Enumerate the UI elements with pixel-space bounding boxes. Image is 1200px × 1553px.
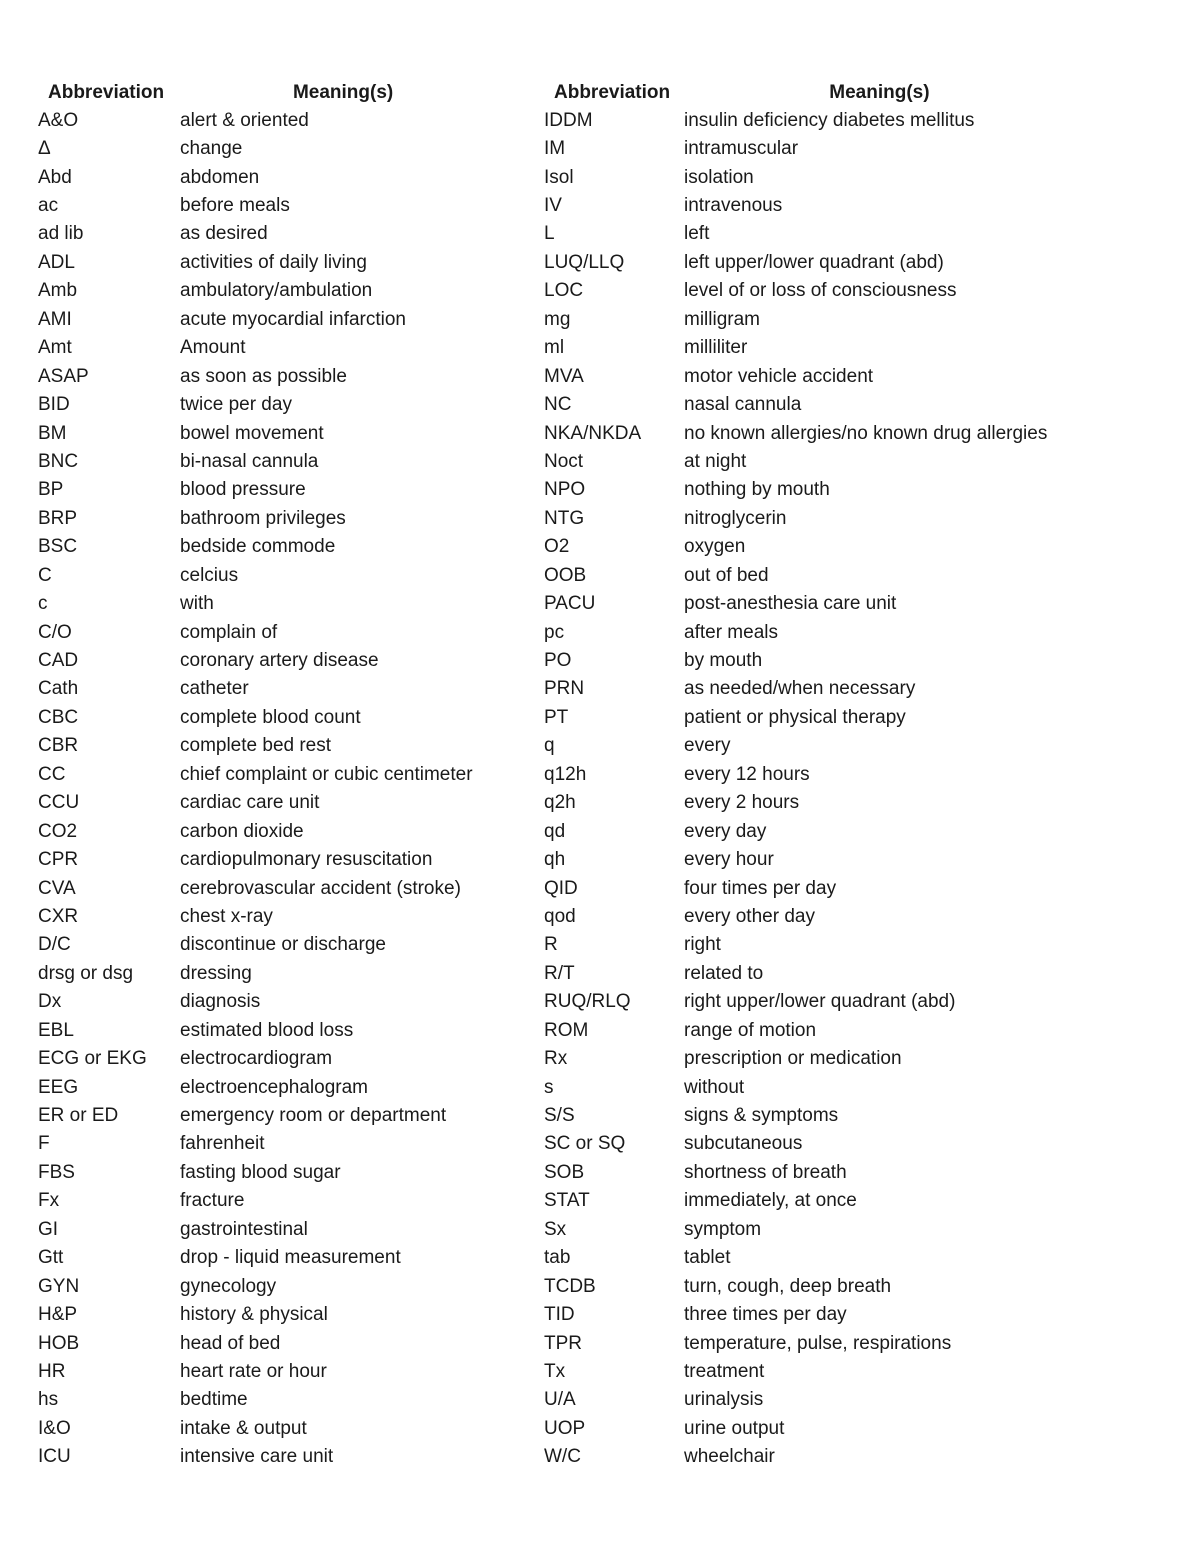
meaning-cell: gastrointestinal bbox=[180, 1218, 308, 1240]
meaning-cell: four times per day bbox=[684, 877, 837, 899]
meaning-cell: discontinue or discharge bbox=[180, 934, 386, 956]
meaning-cell: right bbox=[684, 934, 721, 956]
table-row bbox=[540, 1016, 1080, 1044]
abbreviation-cell: Noct bbox=[544, 450, 584, 472]
meaning-cell: estimated blood loss bbox=[180, 1019, 354, 1041]
abbreviation-cell: NPO bbox=[544, 479, 586, 501]
table-row bbox=[36, 675, 506, 703]
table-row bbox=[36, 248, 506, 276]
meaning-cell: abdomen bbox=[180, 166, 260, 188]
meaning-cell: complete blood count bbox=[180, 706, 361, 728]
meaning-cell: nitroglycerin bbox=[684, 507, 787, 529]
meaning-cell: fahrenheit bbox=[180, 1133, 265, 1155]
abbreviation-cell: CCU bbox=[38, 792, 80, 814]
table-row bbox=[36, 1357, 506, 1385]
abbreviation-cell: BRP bbox=[38, 507, 78, 529]
abbreviation-cell: drsg or dsg bbox=[38, 962, 134, 984]
meaning-cell: before meals bbox=[180, 195, 290, 217]
table-row bbox=[36, 845, 506, 873]
table-row bbox=[540, 789, 1080, 817]
meaning-cell: shortness of breath bbox=[684, 1161, 847, 1183]
meaning-cell: intramuscular bbox=[684, 138, 799, 160]
abbreviation-cell: ad lib bbox=[38, 223, 84, 245]
abbreviation-cell: HOB bbox=[38, 1332, 80, 1354]
meaning-cell: left upper/lower quadrant (abd) bbox=[684, 251, 944, 273]
table-row bbox=[540, 732, 1080, 760]
abbreviation-cell: S/S bbox=[544, 1105, 575, 1127]
table-row bbox=[36, 277, 506, 305]
abbreviation-cell: EBL bbox=[38, 1019, 74, 1041]
meaning-cell: with bbox=[180, 593, 214, 615]
meaning-cell: every 12 hours bbox=[684, 763, 810, 785]
table-row bbox=[540, 1044, 1080, 1072]
abbreviation-cell: C bbox=[38, 564, 52, 586]
abbreviation-cell: qod bbox=[544, 905, 576, 927]
abbreviation-cell: OOB bbox=[544, 564, 587, 586]
abbreviation-cell: Rx bbox=[544, 1048, 568, 1070]
meaning-cell: urinalysis bbox=[684, 1389, 764, 1411]
table-row bbox=[36, 1016, 506, 1044]
abbreviation-cell: O2 bbox=[544, 536, 570, 558]
table-row bbox=[540, 1158, 1080, 1186]
abbreviation-cell: SOB bbox=[544, 1161, 585, 1183]
table-row bbox=[540, 1073, 1080, 1101]
table-row bbox=[540, 390, 1080, 418]
table-row bbox=[36, 533, 506, 561]
abbreviation-cell: Δ bbox=[38, 138, 51, 160]
meaning-cell: dressing bbox=[180, 962, 252, 984]
abbreviation-cell: NTG bbox=[544, 507, 585, 529]
abbreviation-cell: c bbox=[38, 593, 48, 615]
abbreviation-cell: Amb bbox=[38, 280, 78, 302]
abbreviation-cell: CC bbox=[38, 763, 66, 785]
abbreviation-cell: CBR bbox=[38, 735, 79, 757]
meaning-cell: urine output bbox=[684, 1417, 785, 1439]
table-row bbox=[540, 362, 1080, 390]
abbreviation-cell: Dx bbox=[38, 991, 62, 1013]
table-row bbox=[36, 1215, 506, 1243]
table-row bbox=[36, 703, 506, 731]
abbreviation-cell: RUQ/RLQ bbox=[544, 991, 631, 1013]
abbreviation-cell: qh bbox=[544, 849, 566, 871]
table-row bbox=[36, 1244, 506, 1272]
meaning-cell: tablet bbox=[684, 1247, 731, 1269]
table-row bbox=[540, 959, 1080, 987]
abbreviation-cell: Sx bbox=[544, 1218, 567, 1240]
table-row bbox=[540, 845, 1080, 873]
abbreviation-cell: tab bbox=[544, 1247, 571, 1269]
meaning-cell: milligram bbox=[684, 308, 760, 330]
table-row bbox=[540, 334, 1080, 362]
abbreviation-cell: UOP bbox=[544, 1417, 586, 1439]
abbreviation-cell: D/C bbox=[38, 934, 71, 956]
abbreviation-cell: QID bbox=[544, 877, 578, 899]
table-row bbox=[540, 988, 1080, 1016]
abbreviation-cell: ADL bbox=[38, 251, 75, 273]
meaning-cell: at night bbox=[684, 450, 747, 472]
table-row bbox=[36, 504, 506, 532]
meaning-cell: milliliter bbox=[684, 337, 748, 359]
table-row bbox=[540, 618, 1080, 646]
table-row bbox=[540, 134, 1080, 162]
abbreviation-cell: NC bbox=[544, 394, 572, 416]
abbreviation-cell: Tx bbox=[544, 1360, 566, 1382]
meaning-cell: after meals bbox=[684, 621, 778, 643]
meaning-cell: every hour bbox=[684, 849, 774, 871]
table-row bbox=[540, 1329, 1080, 1357]
meaning-cell: every day bbox=[684, 820, 767, 842]
meaning-cell: bowel movement bbox=[180, 422, 324, 444]
table-row bbox=[540, 1272, 1080, 1300]
abbreviation-cell: CPR bbox=[38, 849, 79, 871]
meaning-cell: complain of bbox=[180, 621, 278, 643]
table-row bbox=[36, 1329, 506, 1357]
meaning-cell: motor vehicle accident bbox=[684, 365, 874, 387]
meaning-cell: acute myocardial infarction bbox=[180, 308, 406, 330]
meaning-cell: cardiac care unit bbox=[180, 792, 320, 814]
meaning-cell: wheelchair bbox=[684, 1446, 775, 1468]
table-row bbox=[540, 589, 1080, 617]
meaning-cell: bedside commode bbox=[180, 536, 336, 558]
abbreviation-cell: IV bbox=[544, 195, 562, 217]
abbreviation-cell: STAT bbox=[544, 1190, 590, 1212]
abbreviation-cell: CXR bbox=[38, 905, 79, 927]
meaning-cell: right upper/lower quadrant (abd) bbox=[684, 991, 956, 1013]
abbreviation-cell: LUQ/LLQ bbox=[544, 251, 625, 273]
abbreviation-cell: Cath bbox=[38, 678, 79, 700]
table-row bbox=[36, 789, 506, 817]
abbreviation-cell: qd bbox=[544, 820, 566, 842]
abbreviation-cell: CO2 bbox=[38, 820, 78, 842]
meaning-cell: oxygen bbox=[684, 536, 746, 558]
abbreviation-cell: MVA bbox=[544, 365, 584, 387]
meaning-cell: chest x-ray bbox=[180, 905, 273, 927]
abbreviation-cell: A&O bbox=[38, 109, 79, 131]
abbreviation-cell: q12h bbox=[544, 763, 587, 785]
meaning-cell: intravenous bbox=[684, 195, 783, 217]
abbreviation-cell: Gtt bbox=[38, 1247, 64, 1269]
meaning-cell: alert & oriented bbox=[180, 109, 309, 131]
meaning-cell: subcutaneous bbox=[684, 1133, 803, 1155]
table-row bbox=[36, 959, 506, 987]
meaning-cell: as desired bbox=[180, 223, 268, 245]
meaning-cell: head of bed bbox=[180, 1332, 281, 1354]
meaning-cell: gynecology bbox=[180, 1275, 277, 1297]
abbreviation-cell: ac bbox=[38, 195, 59, 217]
meaning-cell: post-anesthesia care unit bbox=[684, 593, 897, 615]
meaning-cell: twice per day bbox=[180, 394, 292, 416]
table-row bbox=[540, 1101, 1080, 1129]
abbreviation-cell: TCDB bbox=[544, 1275, 596, 1297]
table-row bbox=[36, 1272, 506, 1300]
meaning-cell: patient or physical therapy bbox=[684, 706, 906, 728]
table-row bbox=[36, 419, 506, 447]
meaning-cell: every other day bbox=[684, 905, 815, 927]
right-table bbox=[540, 78, 1080, 1471]
table-row bbox=[36, 362, 506, 390]
table-row bbox=[36, 191, 506, 219]
meaning-cell: electrocardiogram bbox=[180, 1048, 333, 1070]
abbreviation-cell: Amt bbox=[38, 337, 72, 359]
meaning-cell: blood pressure bbox=[180, 479, 306, 501]
meaning-cell: symptom bbox=[684, 1218, 762, 1240]
meaning-cell: bi-nasal cannula bbox=[180, 450, 319, 472]
abbreviation-cell: Fx bbox=[38, 1190, 60, 1212]
table-row bbox=[540, 305, 1080, 333]
table-row bbox=[540, 1386, 1080, 1414]
meaning-cell: by mouth bbox=[684, 650, 763, 672]
table-row bbox=[36, 817, 506, 845]
table-row bbox=[540, 1357, 1080, 1385]
table-row bbox=[540, 1443, 1080, 1471]
meaning-cell: as needed/when necessary bbox=[684, 678, 916, 700]
table-row bbox=[36, 988, 506, 1016]
table-row bbox=[36, 561, 506, 589]
table-row bbox=[36, 1300, 506, 1328]
meaning-cell: isolation bbox=[684, 166, 754, 188]
abbreviation-cell: BNC bbox=[38, 450, 79, 472]
table-row bbox=[540, 476, 1080, 504]
table-row bbox=[540, 817, 1080, 845]
abbreviation-cell: CVA bbox=[38, 877, 76, 899]
meaning-cell: celcius bbox=[180, 564, 239, 586]
abbreviation-cell: ROM bbox=[544, 1019, 589, 1041]
meaning-cell: carbon dioxide bbox=[180, 820, 304, 842]
abbreviation-cell: I&O bbox=[38, 1417, 71, 1439]
abbreviation-cell: ASAP bbox=[38, 365, 89, 387]
meaning-cell: temperature, pulse, respirations bbox=[684, 1332, 952, 1354]
table-row bbox=[36, 1101, 506, 1129]
meaning-cell: level of or loss of consciousness bbox=[684, 280, 957, 302]
meaning-cell: cerebrovascular accident (stroke) bbox=[180, 877, 461, 899]
meaning-cell: Amount bbox=[180, 337, 246, 359]
table-row bbox=[36, 305, 506, 333]
abbreviation-cell: GYN bbox=[38, 1275, 80, 1297]
meaning-cell: chief complaint or cubic centimeter bbox=[180, 763, 473, 785]
table-row bbox=[36, 760, 506, 788]
abbreviation-cell: F bbox=[38, 1133, 50, 1155]
meaning-cell: turn, cough, deep breath bbox=[684, 1275, 892, 1297]
meaning-cell: as soon as possible bbox=[180, 365, 347, 387]
table-row bbox=[540, 646, 1080, 674]
abbreviation-cell: EEG bbox=[38, 1076, 79, 1098]
meaning-cell: no known allergies/no known drug allergies bbox=[684, 422, 1048, 444]
right-meaning-header: Meaning(s) bbox=[829, 81, 930, 103]
meaning-cell: intensive care unit bbox=[180, 1446, 334, 1468]
table-row bbox=[540, 163, 1080, 191]
table-row bbox=[540, 1187, 1080, 1215]
meaning-cell: heart rate or hour bbox=[180, 1360, 327, 1382]
abbreviation-cell: mg bbox=[544, 308, 571, 330]
table-row bbox=[36, 447, 506, 475]
table-row bbox=[540, 106, 1080, 134]
meaning-cell: history & physical bbox=[180, 1304, 328, 1326]
left-abbreviation-header: Abbreviation bbox=[48, 81, 165, 103]
table-row bbox=[36, 1158, 506, 1186]
table-row bbox=[540, 220, 1080, 248]
abbreviation-cell: W/C bbox=[544, 1446, 581, 1468]
meaning-cell: prescription or medication bbox=[684, 1048, 902, 1070]
abbreviation-cell: NKA/NKDA bbox=[544, 422, 642, 444]
table-row bbox=[540, 874, 1080, 902]
meaning-cell: left bbox=[684, 223, 710, 245]
table-row bbox=[36, 902, 506, 930]
right-rows bbox=[540, 106, 1080, 1471]
abbreviation-cell: hs bbox=[38, 1389, 59, 1411]
meaning-cell: bedtime bbox=[180, 1389, 248, 1411]
meaning-cell: three times per day bbox=[684, 1304, 847, 1326]
meaning-cell: cardiopulmonary resuscitation bbox=[180, 849, 433, 871]
table-row bbox=[540, 533, 1080, 561]
table-row bbox=[540, 931, 1080, 959]
abbreviation-cell: BID bbox=[38, 394, 70, 416]
table-row bbox=[36, 1044, 506, 1072]
table-row bbox=[36, 134, 506, 162]
right-header-row bbox=[540, 78, 1080, 106]
abbreviation-cell: IM bbox=[544, 138, 566, 160]
abbreviation-cell: U/A bbox=[544, 1389, 576, 1411]
left-table bbox=[36, 78, 506, 1471]
right-abbreviation-header: Abbreviation bbox=[554, 81, 671, 103]
abbreviation-cell: IDDM bbox=[544, 109, 593, 131]
table-row bbox=[540, 760, 1080, 788]
table-row bbox=[540, 703, 1080, 731]
meaning-cell: coronary artery disease bbox=[180, 650, 379, 672]
abbreviation-cell: SC or SQ bbox=[544, 1133, 626, 1155]
meaning-cell: nasal cannula bbox=[684, 394, 802, 416]
table-row bbox=[540, 1300, 1080, 1328]
meaning-cell: signs & symptoms bbox=[684, 1105, 839, 1127]
meaning-cell: fasting blood sugar bbox=[180, 1161, 341, 1183]
meaning-cell: diagnosis bbox=[180, 991, 261, 1013]
abbreviation-cell: PACU bbox=[544, 593, 596, 615]
table-row bbox=[36, 1386, 506, 1414]
meaning-cell: bathroom privileges bbox=[180, 507, 346, 529]
table-row bbox=[36, 732, 506, 760]
table-row bbox=[36, 874, 506, 902]
table-row bbox=[540, 1215, 1080, 1243]
abbreviation-cell: ml bbox=[544, 337, 565, 359]
abbreviation-cell: C/O bbox=[38, 621, 72, 643]
abbreviation-cell: BSC bbox=[38, 536, 78, 558]
abbreviation-cell: BM bbox=[38, 422, 67, 444]
abbreviation-cell: PO bbox=[544, 650, 572, 672]
table-row bbox=[36, 931, 506, 959]
table-row bbox=[540, 1244, 1080, 1272]
abbreviation-cell: R bbox=[544, 934, 558, 956]
meaning-cell: every 2 hours bbox=[684, 792, 800, 814]
abbreviation-cell: q bbox=[544, 735, 555, 757]
abbreviation-cell: H&P bbox=[38, 1304, 78, 1326]
table-row bbox=[540, 277, 1080, 305]
table-row bbox=[540, 561, 1080, 589]
table-row bbox=[36, 1073, 506, 1101]
table-row bbox=[36, 1187, 506, 1215]
abbreviation-cell: HR bbox=[38, 1360, 66, 1382]
table-row bbox=[540, 191, 1080, 219]
abbreviation-cell: AMI bbox=[38, 308, 72, 330]
table-row bbox=[540, 902, 1080, 930]
table-row bbox=[540, 419, 1080, 447]
meaning-cell: activities of daily living bbox=[180, 251, 367, 273]
meaning-cell: range of motion bbox=[684, 1019, 817, 1041]
table-row bbox=[36, 106, 506, 134]
abbreviation-cell: CAD bbox=[38, 650, 79, 672]
table-row bbox=[540, 1130, 1080, 1158]
table-row bbox=[36, 220, 506, 248]
abbreviation-cell: Isol bbox=[544, 166, 574, 188]
table-row bbox=[36, 476, 506, 504]
abbreviation-cell: pc bbox=[544, 621, 565, 643]
meaning-cell: treatment bbox=[684, 1360, 765, 1382]
meaning-cell: immediately, at once bbox=[684, 1190, 857, 1212]
meaning-cell: change bbox=[180, 138, 243, 160]
abbreviation-cell: L bbox=[544, 223, 555, 245]
abbreviation-cell: ER or ED bbox=[38, 1105, 119, 1127]
abbreviation-cell: FBS bbox=[38, 1161, 75, 1183]
table-row bbox=[540, 504, 1080, 532]
meaning-cell: nothing by mouth bbox=[684, 479, 830, 501]
meaning-cell: catheter bbox=[180, 678, 249, 700]
meaning-cell: intake & output bbox=[180, 1417, 307, 1439]
meaning-cell: drop - liquid measurement bbox=[180, 1247, 401, 1269]
meaning-cell: without bbox=[684, 1076, 745, 1098]
table-row bbox=[36, 334, 506, 362]
meaning-cell: every bbox=[684, 735, 731, 757]
meaning-cell: emergency room or department bbox=[180, 1105, 447, 1127]
meaning-cell: related to bbox=[684, 962, 764, 984]
abbreviation-cell: ICU bbox=[38, 1446, 71, 1468]
table-row bbox=[36, 646, 506, 674]
abbreviation-cell: s bbox=[544, 1076, 554, 1098]
meaning-cell: ambulatory/ambulation bbox=[180, 280, 373, 302]
abbreviation-cell: PRN bbox=[544, 678, 585, 700]
abbreviation-cell: q2h bbox=[544, 792, 576, 814]
meaning-cell: out of bed bbox=[684, 564, 769, 586]
abbreviation-cell: BP bbox=[38, 479, 64, 501]
abbreviation-cell: R/T bbox=[544, 962, 575, 984]
table-row bbox=[36, 390, 506, 418]
table-row bbox=[540, 675, 1080, 703]
abbreviation-cell: CBC bbox=[38, 706, 79, 728]
meaning-cell: electroencephalogram bbox=[180, 1076, 369, 1098]
table-row bbox=[36, 1130, 506, 1158]
abbreviation-cell: Abd bbox=[38, 166, 72, 188]
table-row bbox=[540, 248, 1080, 276]
table-row bbox=[540, 447, 1080, 475]
left-header-row bbox=[36, 78, 506, 106]
abbreviation-cell: PT bbox=[544, 706, 569, 728]
abbreviation-cell: GI bbox=[38, 1218, 59, 1240]
abbreviation-cell: TID bbox=[544, 1304, 575, 1326]
meaning-cell: complete bed rest bbox=[180, 735, 332, 757]
abbreviation-cell: ECG or EKG bbox=[38, 1048, 147, 1070]
meaning-cell: fracture bbox=[180, 1190, 245, 1212]
table-row bbox=[540, 1414, 1080, 1442]
left-rows bbox=[36, 106, 506, 1471]
table-row bbox=[36, 1443, 506, 1471]
table-row bbox=[36, 1414, 506, 1442]
abbreviation-cell: LOC bbox=[544, 280, 584, 302]
table-row bbox=[36, 163, 506, 191]
meaning-cell: insulin deficiency diabetes mellitus bbox=[684, 109, 975, 131]
table-row bbox=[36, 589, 506, 617]
abbreviation-cell: TPR bbox=[544, 1332, 582, 1354]
table-row bbox=[36, 618, 506, 646]
left-meaning-header: Meaning(s) bbox=[292, 81, 394, 103]
